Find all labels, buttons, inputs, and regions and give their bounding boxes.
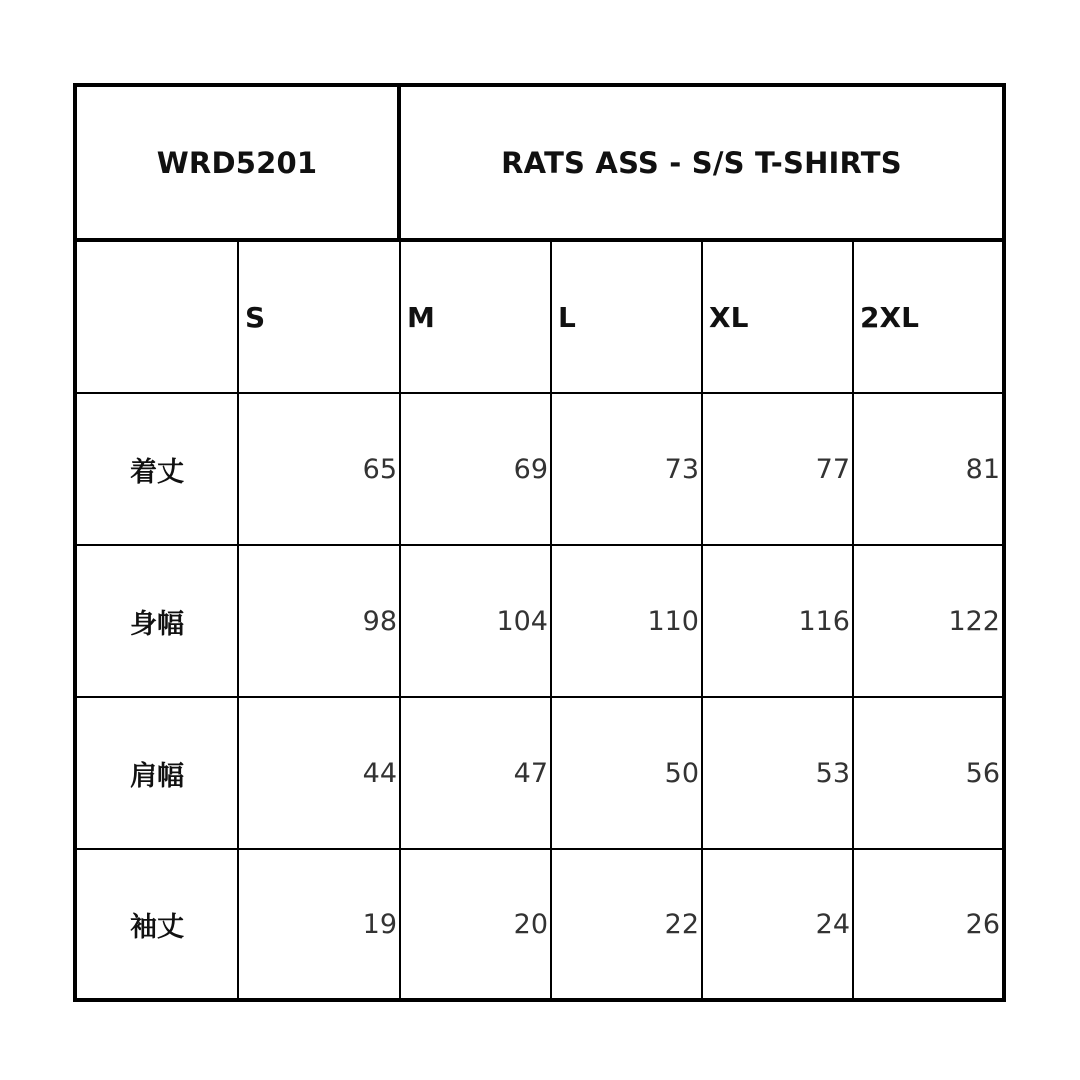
size-chart-table	[73, 83, 1006, 1002]
measurement-label: 身幅	[130, 609, 184, 640]
value-cell: 73	[664, 454, 699, 485]
size-header-s: S	[245, 301, 266, 334]
size-header-xl: XL	[709, 301, 749, 334]
value-cell: 22	[664, 908, 699, 940]
table-row	[77, 698, 1002, 849]
value-cell: 20	[513, 908, 548, 940]
value-cell: 26	[965, 908, 1000, 940]
size-grid	[77, 242, 1002, 998]
measurement-label: 着丈	[130, 457, 184, 488]
product-code: WRD5201	[77, 87, 401, 238]
measurement-label: 袖丈	[130, 911, 184, 943]
size-header-row	[77, 242, 1002, 393]
table-header-row	[77, 87, 1002, 242]
value-cell: 122	[948, 606, 1000, 637]
value-cell: 50	[664, 758, 699, 789]
value-cell: 104	[496, 606, 548, 637]
table-row	[77, 546, 1002, 697]
size-header-m: M	[407, 301, 435, 334]
table-row	[77, 850, 1002, 998]
value-cell: 44	[362, 758, 397, 789]
product-name: RATS ASS - S/S T-SHIRTS	[501, 145, 902, 180]
value-cell: 53	[815, 758, 850, 789]
value-cell: 24	[815, 908, 850, 940]
value-cell: 69	[513, 454, 548, 485]
size-header-2xl: 2XL	[860, 301, 919, 334]
table-row	[77, 394, 1002, 545]
value-cell: 98	[362, 606, 397, 637]
measurement-label: 肩幅	[130, 761, 184, 792]
value-cell: 19	[362, 908, 397, 940]
value-cell: 77	[815, 454, 850, 485]
value-cell: 81	[965, 454, 1000, 485]
value-cell: 47	[513, 758, 548, 789]
value-cell: 56	[965, 758, 1000, 789]
corner-cell	[77, 242, 237, 393]
size-header-l: L	[558, 301, 576, 334]
value-cell: 65	[362, 454, 397, 485]
value-cell: 116	[798, 606, 850, 637]
value-cell: 110	[647, 606, 699, 637]
